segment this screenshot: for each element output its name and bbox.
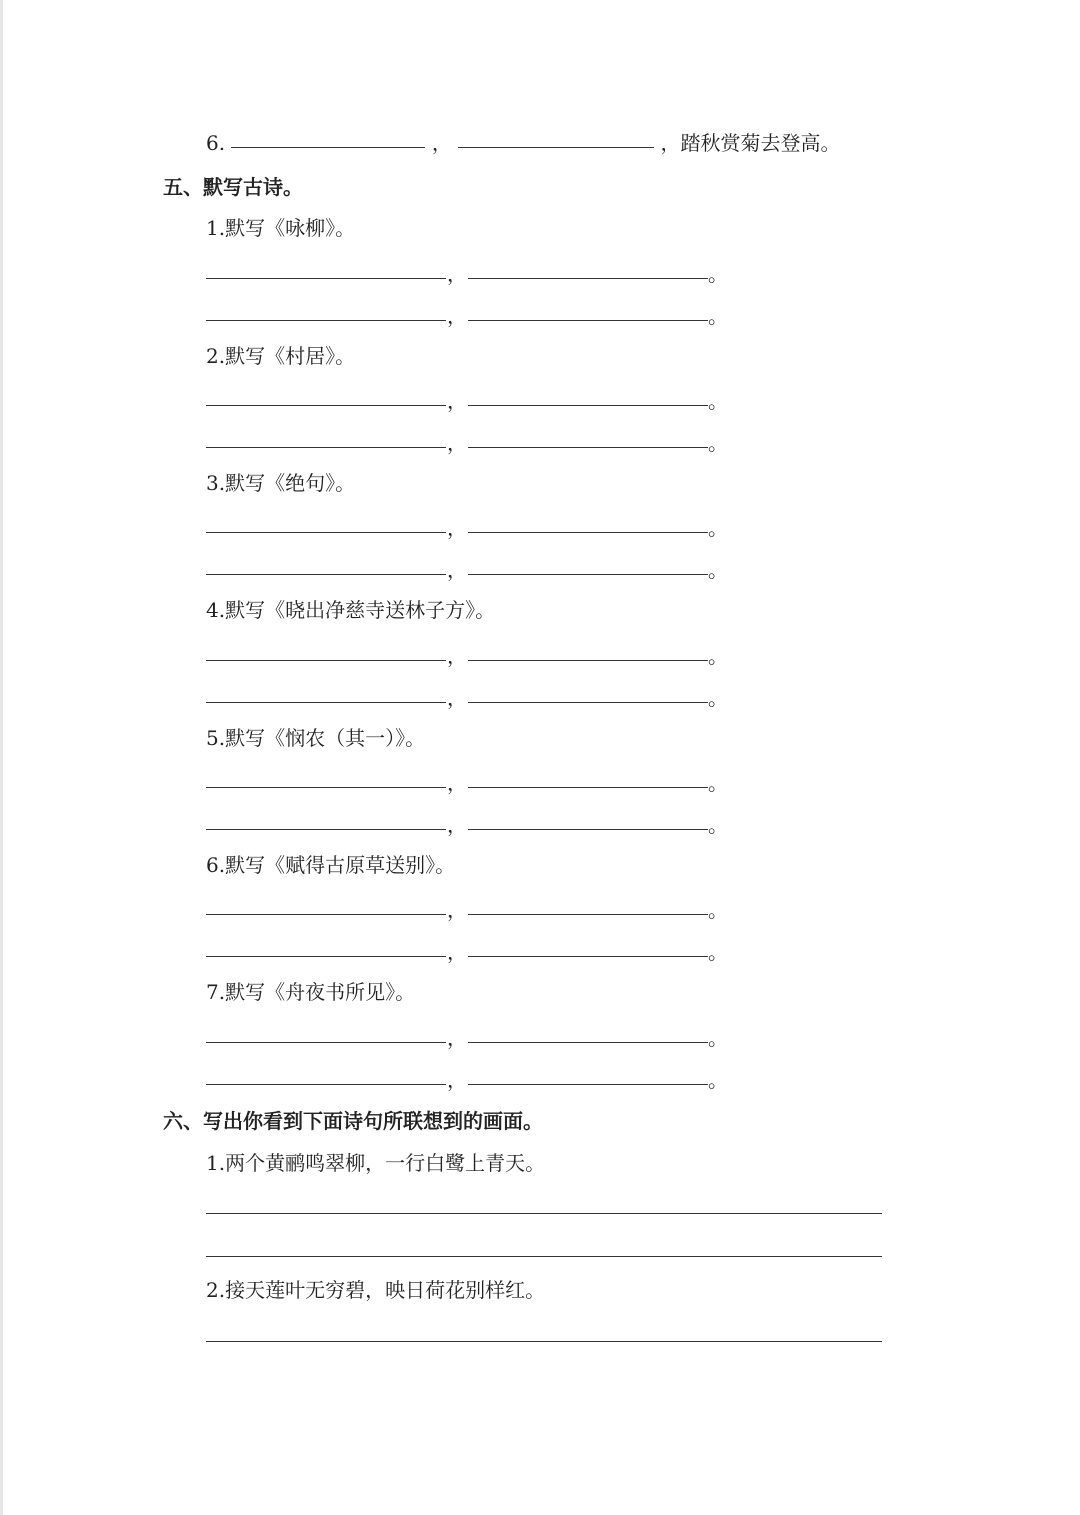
period: 。 [708,686,728,710]
section-5-item-3: 3.默写《绝句》。 [206,471,356,495]
period: 。 [708,304,728,328]
answer-blank[interactable] [468,659,708,661]
answer-line[interactable] [206,1213,882,1214]
poem-line-row [206,518,728,538]
answer-blank[interactable] [206,659,446,661]
period: 。 [708,813,728,837]
period: 。 [708,262,728,286]
comma: ， [447,558,467,582]
answer-blank[interactable] [468,786,708,788]
comma: ， [447,771,467,795]
answer-blank[interactable] [206,913,446,915]
period: 。 [708,431,728,455]
period: 。 [708,516,728,540]
comma: ， [447,262,467,286]
period: 。 [708,389,728,413]
question-tail-text: ，踏秋赏菊去登高。 [660,131,841,155]
answer-blank[interactable] [206,701,446,703]
answer-blank[interactable] [206,446,446,448]
answer-blank[interactable] [468,1083,708,1085]
poem-line-row [206,306,728,326]
section-5-item-5: 5.默写《悯农（其一）》。 [206,726,426,750]
comma: ， [447,516,467,540]
comma: ， [447,431,467,455]
poem-line-row [206,1070,728,1090]
period: 。 [708,940,728,964]
section-6-item-1: 1.两个黄鹂鸣翠柳，一行白鹭上青天。 [206,1151,546,1175]
answer-blank[interactable] [206,1083,446,1085]
poem-line-row [206,942,728,962]
poem-line-row [206,391,728,411]
page-left-border [0,0,3,1515]
comma: ， [431,131,452,155]
comma: ， [447,1026,467,1050]
comma: ， [447,644,467,668]
question-number: 6. [206,131,226,155]
answer-blank[interactable] [468,1041,708,1043]
answer-blank[interactable] [206,1041,446,1043]
comma: ， [447,1068,467,1092]
section-5-item-4: 4.默写《晓出净慈寺送林子方》。 [206,598,496,622]
answer-blank[interactable] [231,146,425,148]
poem-line-row [206,900,728,920]
period: 。 [708,1026,728,1050]
poem-line-row [206,646,728,666]
answer-blank[interactable] [206,277,446,279]
answer-blank[interactable] [206,573,446,575]
question-6-fill [206,129,841,157]
poem-line-row [206,1028,728,1048]
answer-blank[interactable] [206,404,446,406]
answer-blank[interactable] [206,786,446,788]
answer-blank[interactable] [468,446,708,448]
poem-line-row [206,773,728,793]
section-5-item-6: 6.默写《赋得古原草送别》。 [206,853,456,877]
answer-blank[interactable] [468,573,708,575]
section-6-title: 六、写出你看到下面诗句所联想到的画面。 [163,1109,543,1133]
answer-blank[interactable] [468,913,708,915]
comma: ， [447,304,467,328]
period: 。 [708,644,728,668]
comma: ， [447,898,467,922]
poem-line-row [206,264,728,284]
answer-line[interactable] [206,1341,882,1342]
period: 。 [708,898,728,922]
answer-blank[interactable] [468,531,708,533]
comma: ， [447,389,467,413]
answer-blank[interactable] [458,146,654,148]
section-5-item-7: 7.默写《舟夜书所见》。 [206,980,416,1004]
period: 。 [708,1068,728,1092]
section-5-item-1: 1.默写《咏柳》。 [206,216,356,240]
answer-blank[interactable] [468,955,708,957]
answer-blank[interactable] [468,319,708,321]
comma: ， [447,686,467,710]
answer-blank[interactable] [206,828,446,830]
section-6-item-2: 2.接天莲叶无穷碧，映日荷花别样红。 [206,1278,546,1302]
answer-blank[interactable] [468,277,708,279]
answer-blank[interactable] [206,531,446,533]
comma: ， [447,813,467,837]
answer-blank[interactable] [468,701,708,703]
answer-blank[interactable] [468,828,708,830]
answer-line[interactable] [206,1256,882,1257]
poem-line-row [206,815,728,835]
comma: ， [447,940,467,964]
section-5-item-2: 2.默写《村居》。 [206,344,356,368]
poem-line-row [206,433,728,453]
section-5-title: 五、默写古诗。 [163,175,303,199]
answer-blank[interactable] [206,955,446,957]
poem-line-row [206,688,728,708]
period: 。 [708,558,728,582]
poem-line-row [206,560,728,580]
answer-blank[interactable] [468,404,708,406]
answer-blank[interactable] [206,319,446,321]
period: 。 [708,771,728,795]
